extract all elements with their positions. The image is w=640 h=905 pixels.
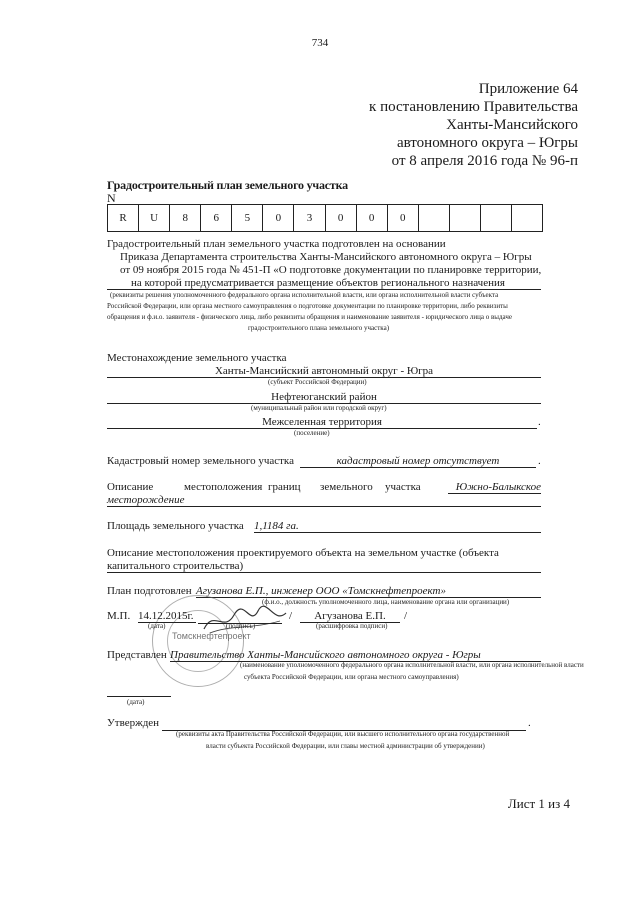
number-cell: 8 <box>170 205 201 231</box>
basis-note-4: градостроительного плана земельного участка) <box>248 324 390 332</box>
location-subject: Ханты-Мансийский автономный округ - Югра <box>107 365 541 378</box>
seal-sign-note: (подпись) <box>226 622 256 630</box>
seal-slash-2: / <box>404 610 408 622</box>
number-cell: 0 <box>388 205 419 231</box>
boundaries-value-2: месторождение <box>107 494 541 507</box>
basis-note-1: (реквизиты решения уполномоченного федерального органа исполнительной власти, или органа исполнительной власти субъекта <box>110 291 499 299</box>
location-subject-note: (субъект Российской Федерации) <box>268 378 367 386</box>
appendix-line-3: Ханты-Мансийского <box>446 117 578 133</box>
number-cell: 0 <box>326 205 357 231</box>
date-line <box>107 688 171 697</box>
number-cell <box>512 205 542 231</box>
location-district: Нефтеюганский район <box>107 391 541 404</box>
location-label: Местонахождение земельного участка <box>107 352 287 364</box>
presented-value: Правительство Ханты-Мансийского автономного округа - Югры <box>170 649 541 662</box>
boundaries-word-4: земельного <box>320 481 373 493</box>
number-sign: N <box>107 191 116 205</box>
basis-line-4: на которой предусматривается размещение объектов регионального назначения <box>107 277 541 290</box>
boundaries-word-5: участка <box>385 481 421 493</box>
area-label: Площадь земельного участка <box>107 520 244 532</box>
number-cell: 5 <box>232 205 263 231</box>
plan-number-grid <box>107 204 543 232</box>
approved-line <box>162 717 526 731</box>
presented-label: Представлен <box>107 649 167 661</box>
number-cell: U <box>139 205 170 231</box>
prepared-note: (ф.и.о., должность уполномоченного лица, наименование органа или организации) <box>262 598 510 606</box>
location-district-note: (муниципальный район или городской округ) <box>251 404 387 412</box>
object-line-1: Описание местоположения проектируемого объекта на земельном участке (объекта <box>107 547 499 559</box>
number-cell: 0 <box>263 205 294 231</box>
number-cell <box>450 205 481 231</box>
seal-date: 14.12.2015г. <box>138 610 196 623</box>
boundaries-word-1: Описание <box>107 481 154 493</box>
cadastral-period: . <box>538 455 541 467</box>
seal-slash-1: / <box>289 610 293 622</box>
appendix-line-5: от 8 апреля 2016 года № 96-п <box>391 153 578 169</box>
stamp-text: Томскнефтепроект <box>172 631 251 641</box>
appendix-line-2: к постановлению Правительства <box>369 99 578 115</box>
settlement-period: . <box>538 416 541 428</box>
seal-date-note: (дата) <box>148 622 166 630</box>
basis-line-3: от 09 ноября 2015 года № 451-П «О подготовке документации по планировке территории, <box>120 264 542 276</box>
basis-line-2: Приказа Департамента строительства Ханты-Мансийского автономного округа – Югры <box>120 251 532 263</box>
approved-note-2: власти субъекта Российской Федерации, или главы местной администрации об утверждении) <box>206 742 485 750</box>
approved-note-1: (реквизиты акта Правительства Российской Федерации, или высшего исполнительного органа государственной <box>176 730 510 738</box>
seal-name-note: (расшифровка подписи) <box>316 622 388 630</box>
basis-note-3: обращения и ф.и.о. заявителя - физического лица, либо реквизиты обращения и наименование заявителя - юридического лица о выдаче <box>107 313 513 321</box>
number-cell: 0 <box>357 205 388 231</box>
basis-line-1: Градостроительный план земельного участка подготовлен на основании <box>107 238 446 250</box>
date-note: (дата) <box>127 698 145 706</box>
basis-note-2: Российской Федерации, или органа местного самоуправления о подготовке документации по планировке территории, либо реквизиты <box>107 302 508 310</box>
sheet-counter: Лист 1 из 4 <box>507 796 570 811</box>
area-value: 1,1184 га. <box>254 520 541 533</box>
object-line-2: капитального строительства) <box>107 560 541 573</box>
boundaries-value-1: Южно-Балыкское <box>448 481 541 494</box>
approved-period: . <box>528 717 531 729</box>
appendix-line-4: автономного округа – Югры <box>396 135 578 151</box>
document-title: Градостроительный план земельного участка <box>107 178 348 192</box>
number-cell: 6 <box>201 205 232 231</box>
appendix-line-1: Приложение 64 <box>478 81 578 97</box>
presented-note-1: (наименование уполномоченного федерального органа исполнительной власти, или органа исполнительной власти <box>240 661 584 669</box>
location-settlement-note: (поселение) <box>294 429 330 437</box>
prepared-label: План подготовлен <box>107 585 192 597</box>
seal-name: Агузанова Е.П. <box>300 610 400 623</box>
boundaries-word-2: местоположения <box>184 481 263 493</box>
cadastral-value: кадастровый номер отсутствует <box>300 455 536 468</box>
prepared-value: Агузанова Е.П., инженер ООО «Томскнефтепроект» <box>196 585 541 598</box>
cadastral-label: Кадастровый номер земельного участка <box>107 455 294 467</box>
number-cell <box>419 205 450 231</box>
boundaries-word-3: границ <box>268 481 301 493</box>
location-settlement: Межселенная территория <box>107 416 537 429</box>
number-cell: 3 <box>294 205 325 231</box>
number-cell: R <box>108 205 139 231</box>
approved-label: Утвержден <box>107 717 160 729</box>
presented-note-2: субъекта Российской Федерации, или органа местного самоуправления) <box>244 673 459 681</box>
mp-label: М.П. <box>107 610 131 622</box>
page-number: 734 <box>311 37 329 49</box>
number-cell <box>481 205 512 231</box>
